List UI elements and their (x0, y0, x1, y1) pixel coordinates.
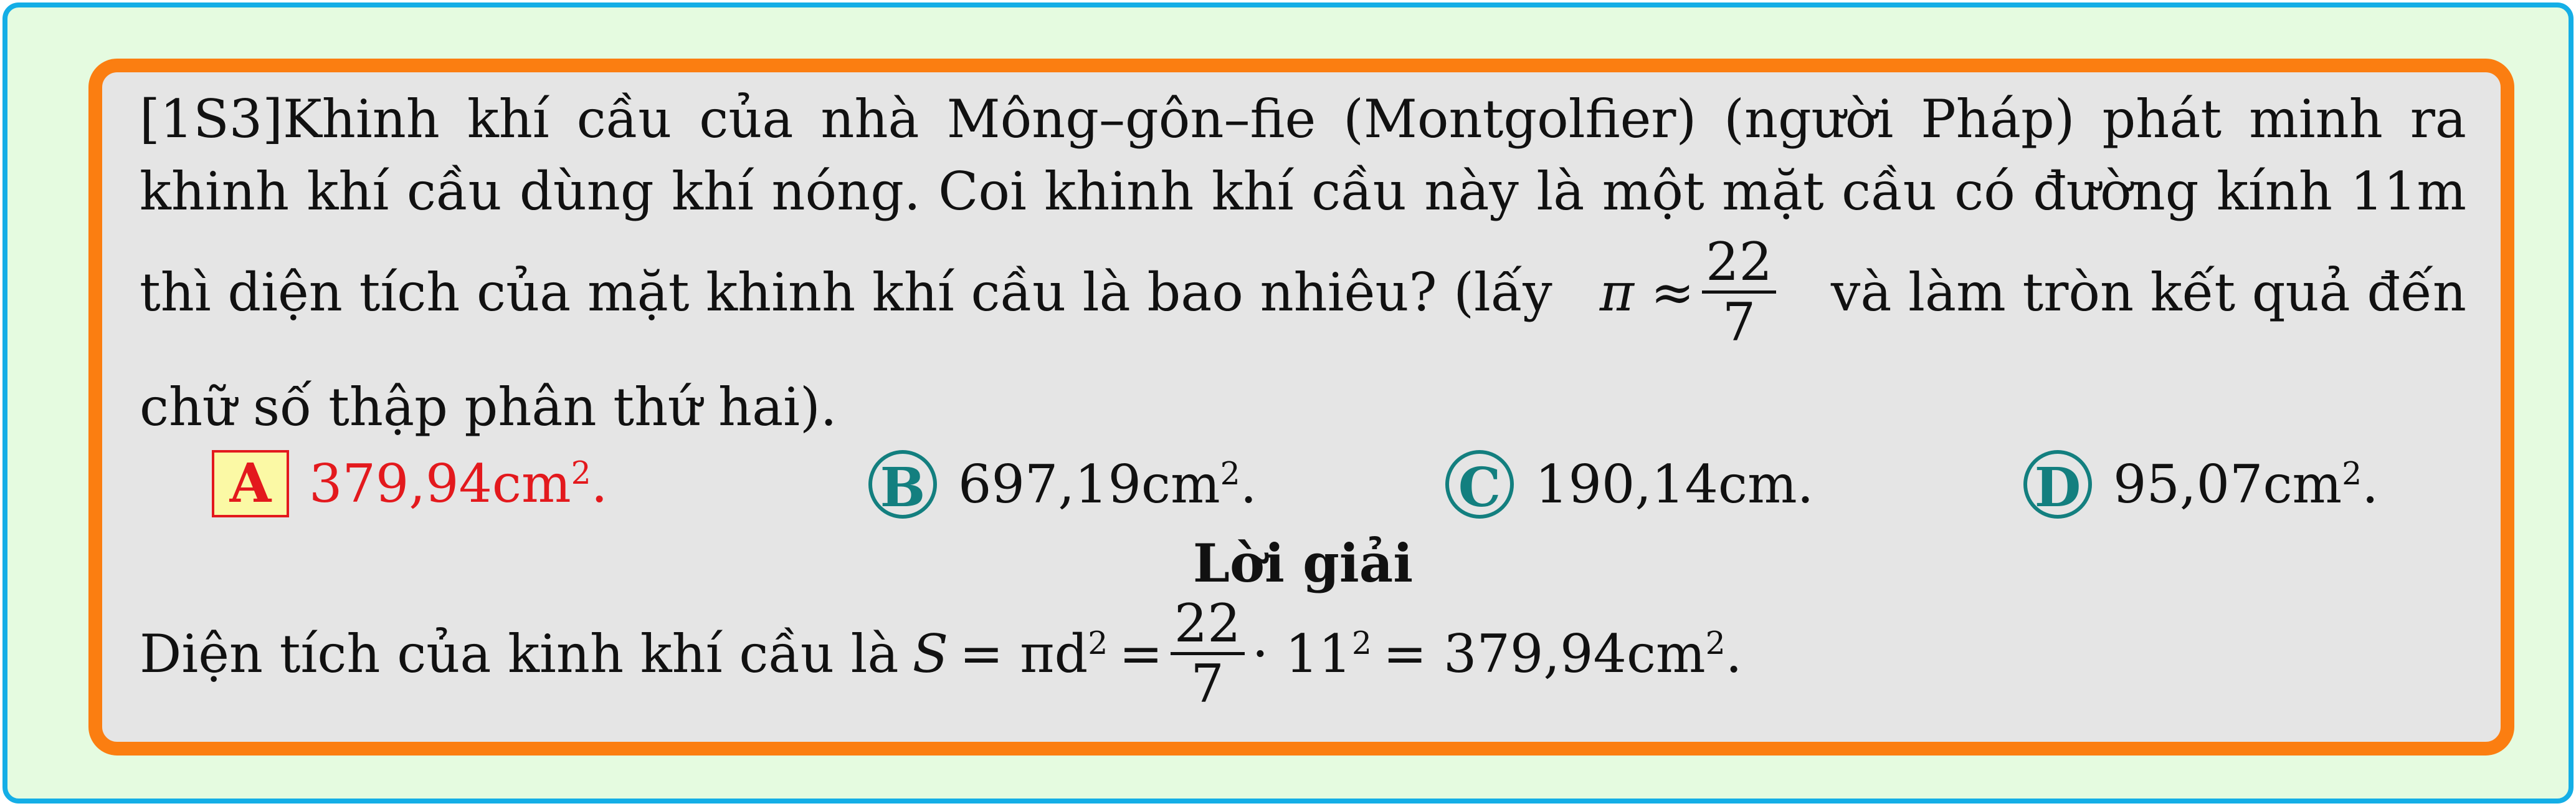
choice-d-exp: 2 (2342, 455, 2362, 492)
pi-fraction (1702, 233, 1776, 352)
solution-fraction-denominator: 7 (1191, 653, 1224, 715)
question-line-4: chữ số thập phân thứ hai). (140, 377, 837, 438)
choice-b[interactable] (868, 450, 1257, 519)
solution-line (140, 595, 1742, 713)
choice-a-marker: A (212, 450, 289, 517)
choice-b-text (958, 454, 1257, 515)
solution-symbol-s: S (912, 623, 949, 684)
choice-b-end: . (1240, 454, 1257, 515)
solution-heading: Lời giải (1192, 532, 1414, 594)
pi-symbol: π ≈ (1599, 261, 1695, 323)
pi-fraction-denominator: 7 (1722, 292, 1756, 353)
choice-c-text: 190,14cm. (1535, 454, 1814, 515)
solution-multiply (1252, 623, 1372, 684)
choice-a-exp: 2 (571, 454, 591, 491)
solution-mul: · 11 (1252, 623, 1352, 684)
solution-eq1: = πd (959, 623, 1088, 684)
choice-c[interactable] (1445, 450, 1813, 519)
question-line-3 (140, 233, 2466, 352)
pi-fraction-numerator: 22 (1702, 233, 1776, 294)
question-line-3-rest: và làm tròn kết quả đến (1830, 261, 2466, 323)
choice-b-value: 697,19cm (958, 454, 1220, 515)
solution-end: . (1725, 623, 1742, 684)
question-box (88, 59, 2514, 756)
solution-fraction-numerator: 22 (1171, 595, 1245, 655)
choice-a-end: . (591, 453, 608, 514)
choice-d-value: 95,07cm (2113, 454, 2342, 515)
outer-frame (2, 2, 2574, 804)
choice-a-value: 379,94cm (309, 453, 571, 514)
solution-result-value: = 379,94cm (1382, 623, 1706, 684)
choice-d[interactable] (2023, 450, 2379, 519)
choice-c-marker: C (1445, 450, 1514, 519)
solution-exp1: 2 (1088, 624, 1108, 661)
choice-a-text (309, 453, 607, 514)
solution-pi-d-squared (959, 623, 1108, 684)
choice-d-text (2113, 454, 2379, 515)
solution-eq2: = (1119, 623, 1163, 684)
question-line-3-text: thì diện tích của mặt khinh khí cầu là bao nhiêu? (lấy (140, 261, 1552, 323)
choices-row (140, 450, 2466, 531)
solution-exp2: 2 (1351, 624, 1372, 661)
question-line-1: [1S3]Khinh khí cầu của nhà Mông–gôn–fie (Montgolfier) (người Pháp) phát minh ra (140, 89, 2466, 150)
choice-a[interactable] (212, 450, 607, 517)
choice-d-marker: D (2023, 450, 2092, 519)
solution-text: Diện tích của kinh khí cầu là (140, 623, 899, 684)
solution-fraction (1171, 595, 1245, 713)
pi-approx (1600, 233, 1784, 352)
choice-b-exp: 2 (1220, 455, 1240, 492)
solution-exp3: 2 (1705, 624, 1726, 661)
choice-b-marker: B (868, 450, 937, 519)
choice-d-end: . (2362, 454, 2379, 515)
question-line-2: khinh khí cầu dùng khí nóng. Coi khinh khí cầu này là một mặt cầu có đường kính 11m (140, 161, 2466, 222)
solution-result (1383, 623, 1742, 684)
